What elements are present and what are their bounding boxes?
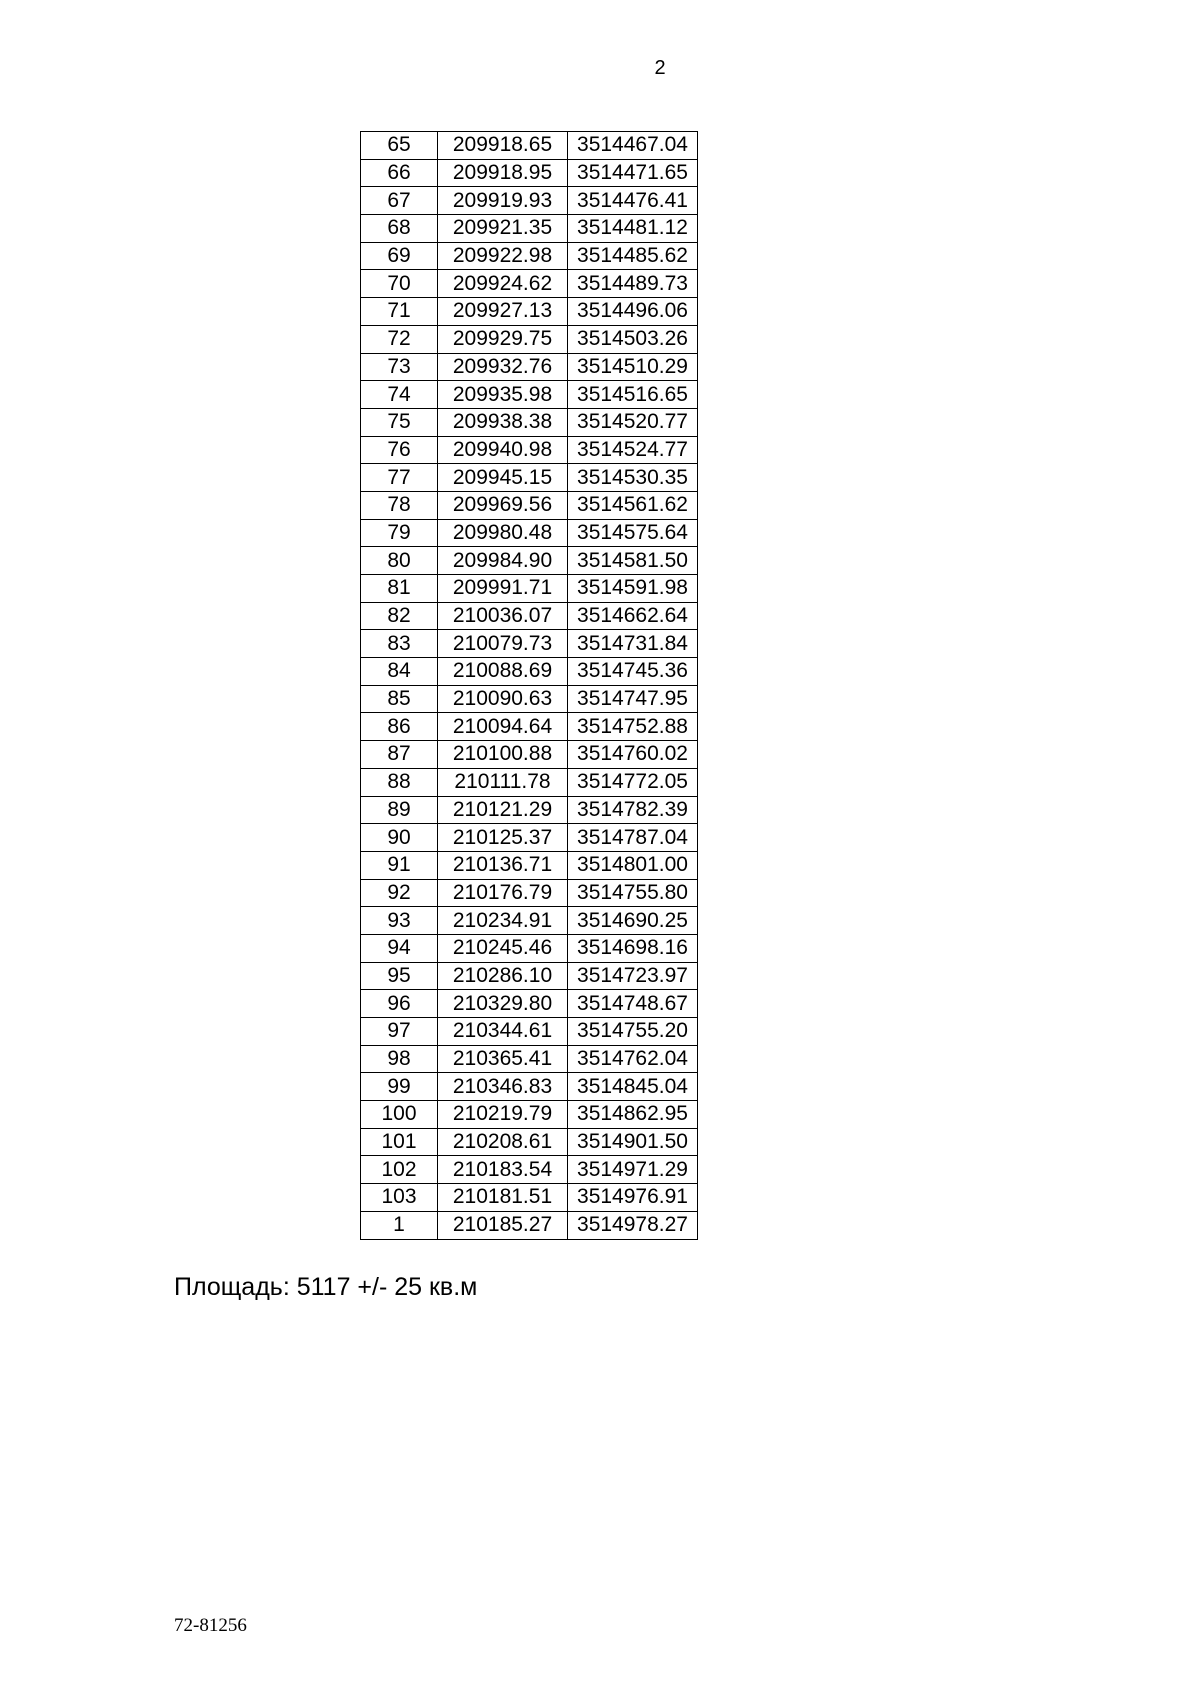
x-coordinate-cell: 210365.41 bbox=[438, 1045, 568, 1073]
y-coordinate-cell: 3514690.25 bbox=[568, 907, 698, 935]
table-row bbox=[361, 713, 698, 741]
y-coordinate-cell: 3514561.62 bbox=[568, 491, 698, 519]
y-coordinate-cell: 3514530.35 bbox=[568, 464, 698, 492]
point-number-cell: 91 bbox=[361, 851, 438, 879]
table-row bbox=[361, 630, 698, 658]
table-row bbox=[361, 1211, 698, 1239]
table-row bbox=[361, 159, 698, 187]
y-coordinate-cell: 3514976.91 bbox=[568, 1184, 698, 1212]
x-coordinate-cell: 210079.73 bbox=[438, 630, 568, 658]
y-coordinate-cell: 3514575.64 bbox=[568, 519, 698, 547]
table-row bbox=[361, 575, 698, 603]
table-row bbox=[361, 270, 698, 298]
point-number-cell: 88 bbox=[361, 768, 438, 796]
point-number-cell: 70 bbox=[361, 270, 438, 298]
x-coordinate-cell: 209969.56 bbox=[438, 491, 568, 519]
point-number-cell: 66 bbox=[361, 159, 438, 187]
table-row bbox=[361, 962, 698, 990]
y-coordinate-cell: 3514503.26 bbox=[568, 325, 698, 353]
x-coordinate-cell: 210036.07 bbox=[438, 602, 568, 630]
table-row bbox=[361, 685, 698, 713]
point-number-cell: 65 bbox=[361, 132, 438, 160]
table-row bbox=[361, 464, 698, 492]
point-number-cell: 76 bbox=[361, 436, 438, 464]
table-row bbox=[361, 934, 698, 962]
point-number-cell: 98 bbox=[361, 1045, 438, 1073]
x-coordinate-cell: 209919.93 bbox=[438, 187, 568, 215]
point-number-cell: 94 bbox=[361, 934, 438, 962]
table-row bbox=[361, 547, 698, 575]
x-coordinate-cell: 210329.80 bbox=[438, 990, 568, 1018]
point-number-cell: 81 bbox=[361, 575, 438, 603]
y-coordinate-cell: 3514748.67 bbox=[568, 990, 698, 1018]
table-row bbox=[361, 436, 698, 464]
table-row bbox=[361, 325, 698, 353]
point-number-cell: 1 bbox=[361, 1211, 438, 1239]
x-coordinate-cell: 210234.91 bbox=[438, 907, 568, 935]
y-coordinate-cell: 3514787.04 bbox=[568, 824, 698, 852]
table-row bbox=[361, 741, 698, 769]
y-coordinate-cell: 3514755.20 bbox=[568, 1018, 698, 1046]
point-number-cell: 83 bbox=[361, 630, 438, 658]
point-number-cell: 90 bbox=[361, 824, 438, 852]
table-row bbox=[361, 1018, 698, 1046]
table-row bbox=[361, 132, 698, 160]
x-coordinate-cell: 209984.90 bbox=[438, 547, 568, 575]
coordinates-table-body bbox=[361, 132, 698, 1240]
y-coordinate-cell: 3514481.12 bbox=[568, 215, 698, 243]
x-coordinate-cell: 210208.61 bbox=[438, 1128, 568, 1156]
y-coordinate-cell: 3514485.62 bbox=[568, 242, 698, 270]
x-coordinate-cell: 209935.98 bbox=[438, 381, 568, 409]
x-coordinate-cell: 210185.27 bbox=[438, 1211, 568, 1239]
point-number-cell: 100 bbox=[361, 1101, 438, 1129]
table-row bbox=[361, 298, 698, 326]
point-number-cell: 102 bbox=[361, 1156, 438, 1184]
x-coordinate-cell: 209924.62 bbox=[438, 270, 568, 298]
x-coordinate-cell: 209918.95 bbox=[438, 159, 568, 187]
point-number-cell: 92 bbox=[361, 879, 438, 907]
point-number-cell: 89 bbox=[361, 796, 438, 824]
y-coordinate-cell: 3514591.98 bbox=[568, 575, 698, 603]
point-number-cell: 87 bbox=[361, 741, 438, 769]
table-row bbox=[361, 602, 698, 630]
y-coordinate-cell: 3514978.27 bbox=[568, 1211, 698, 1239]
table-row bbox=[361, 215, 698, 243]
table-row bbox=[361, 519, 698, 547]
x-coordinate-cell: 209980.48 bbox=[438, 519, 568, 547]
page-number: 2 bbox=[654, 57, 666, 79]
y-coordinate-cell: 3514845.04 bbox=[568, 1073, 698, 1101]
point-number-cell: 75 bbox=[361, 408, 438, 436]
y-coordinate-cell: 3514760.02 bbox=[568, 741, 698, 769]
document-code: 72-81256 bbox=[174, 1615, 247, 1636]
point-number-cell: 82 bbox=[361, 602, 438, 630]
x-coordinate-cell: 210346.83 bbox=[438, 1073, 568, 1101]
area-text: Площадь: 5117 +/- 25 кв.м bbox=[174, 1273, 478, 1301]
y-coordinate-cell: 3514516.65 bbox=[568, 381, 698, 409]
table-row bbox=[361, 1184, 698, 1212]
x-coordinate-cell: 209922.98 bbox=[438, 242, 568, 270]
x-coordinate-cell: 209918.65 bbox=[438, 132, 568, 160]
point-number-cell: 69 bbox=[361, 242, 438, 270]
point-number-cell: 71 bbox=[361, 298, 438, 326]
point-number-cell: 80 bbox=[361, 547, 438, 575]
x-coordinate-cell: 210183.54 bbox=[438, 1156, 568, 1184]
y-coordinate-cell: 3514747.95 bbox=[568, 685, 698, 713]
x-coordinate-cell: 209921.35 bbox=[438, 215, 568, 243]
x-coordinate-cell: 210286.10 bbox=[438, 962, 568, 990]
y-coordinate-cell: 3514971.29 bbox=[568, 1156, 698, 1184]
table-row bbox=[361, 1101, 698, 1129]
x-coordinate-cell: 210094.64 bbox=[438, 713, 568, 741]
y-coordinate-cell: 3514489.73 bbox=[568, 270, 698, 298]
y-coordinate-cell: 3514752.88 bbox=[568, 713, 698, 741]
y-coordinate-cell: 3514862.95 bbox=[568, 1101, 698, 1129]
x-coordinate-cell: 209940.98 bbox=[438, 436, 568, 464]
point-number-cell: 93 bbox=[361, 907, 438, 935]
y-coordinate-cell: 3514662.64 bbox=[568, 602, 698, 630]
point-number-cell: 79 bbox=[361, 519, 438, 547]
point-number-cell: 85 bbox=[361, 685, 438, 713]
y-coordinate-cell: 3514698.16 bbox=[568, 934, 698, 962]
x-coordinate-cell: 209938.38 bbox=[438, 408, 568, 436]
x-coordinate-cell: 210100.88 bbox=[438, 741, 568, 769]
table-row bbox=[361, 353, 698, 381]
y-coordinate-cell: 3514755.80 bbox=[568, 879, 698, 907]
x-coordinate-cell: 209932.76 bbox=[438, 353, 568, 381]
point-number-cell: 96 bbox=[361, 990, 438, 1018]
table-row bbox=[361, 491, 698, 519]
x-coordinate-cell: 210181.51 bbox=[438, 1184, 568, 1212]
y-coordinate-cell: 3514467.04 bbox=[568, 132, 698, 160]
x-coordinate-cell: 210121.29 bbox=[438, 796, 568, 824]
y-coordinate-cell: 3514471.65 bbox=[568, 159, 698, 187]
y-coordinate-cell: 3514496.06 bbox=[568, 298, 698, 326]
table-row bbox=[361, 851, 698, 879]
x-coordinate-cell: 209945.15 bbox=[438, 464, 568, 492]
table-row bbox=[361, 187, 698, 215]
y-coordinate-cell: 3514762.04 bbox=[568, 1045, 698, 1073]
table-row bbox=[361, 1128, 698, 1156]
y-coordinate-cell: 3514524.77 bbox=[568, 436, 698, 464]
point-number-cell: 86 bbox=[361, 713, 438, 741]
x-coordinate-cell: 210125.37 bbox=[438, 824, 568, 852]
table-row bbox=[361, 408, 698, 436]
y-coordinate-cell: 3514510.29 bbox=[568, 353, 698, 381]
point-number-cell: 74 bbox=[361, 381, 438, 409]
x-coordinate-cell: 210344.61 bbox=[438, 1018, 568, 1046]
table-row bbox=[361, 824, 698, 852]
x-coordinate-cell: 210111.78 bbox=[438, 768, 568, 796]
y-coordinate-cell: 3514581.50 bbox=[568, 547, 698, 575]
point-number-cell: 78 bbox=[361, 491, 438, 519]
point-number-cell: 97 bbox=[361, 1018, 438, 1046]
table-row bbox=[361, 242, 698, 270]
y-coordinate-cell: 3514476.41 bbox=[568, 187, 698, 215]
y-coordinate-cell: 3514731.84 bbox=[568, 630, 698, 658]
table-row bbox=[361, 990, 698, 1018]
table-row bbox=[361, 381, 698, 409]
point-number-cell: 77 bbox=[361, 464, 438, 492]
point-number-cell: 95 bbox=[361, 962, 438, 990]
table-row bbox=[361, 658, 698, 686]
y-coordinate-cell: 3514772.05 bbox=[568, 768, 698, 796]
point-number-cell: 67 bbox=[361, 187, 438, 215]
y-coordinate-cell: 3514782.39 bbox=[568, 796, 698, 824]
table-row bbox=[361, 879, 698, 907]
x-coordinate-cell: 209929.75 bbox=[438, 325, 568, 353]
y-coordinate-cell: 3514745.36 bbox=[568, 658, 698, 686]
x-coordinate-cell: 209991.71 bbox=[438, 575, 568, 603]
point-number-cell: 101 bbox=[361, 1128, 438, 1156]
point-number-cell: 103 bbox=[361, 1184, 438, 1212]
point-number-cell: 68 bbox=[361, 215, 438, 243]
table-row bbox=[361, 768, 698, 796]
point-number-cell: 73 bbox=[361, 353, 438, 381]
point-number-cell: 72 bbox=[361, 325, 438, 353]
x-coordinate-cell: 210219.79 bbox=[438, 1101, 568, 1129]
table-row bbox=[361, 1156, 698, 1184]
y-coordinate-cell: 3514723.97 bbox=[568, 962, 698, 990]
table-row bbox=[361, 1073, 698, 1101]
y-coordinate-cell: 3514901.50 bbox=[568, 1128, 698, 1156]
coordinates-table bbox=[360, 131, 698, 1240]
table-row bbox=[361, 796, 698, 824]
x-coordinate-cell: 210176.79 bbox=[438, 879, 568, 907]
x-coordinate-cell: 209927.13 bbox=[438, 298, 568, 326]
point-number-cell: 99 bbox=[361, 1073, 438, 1101]
point-number-cell: 84 bbox=[361, 658, 438, 686]
x-coordinate-cell: 210136.71 bbox=[438, 851, 568, 879]
table-row bbox=[361, 907, 698, 935]
x-coordinate-cell: 210090.63 bbox=[438, 685, 568, 713]
x-coordinate-cell: 210245.46 bbox=[438, 934, 568, 962]
x-coordinate-cell: 210088.69 bbox=[438, 658, 568, 686]
y-coordinate-cell: 3514801.00 bbox=[568, 851, 698, 879]
table-row bbox=[361, 1045, 698, 1073]
y-coordinate-cell: 3514520.77 bbox=[568, 408, 698, 436]
